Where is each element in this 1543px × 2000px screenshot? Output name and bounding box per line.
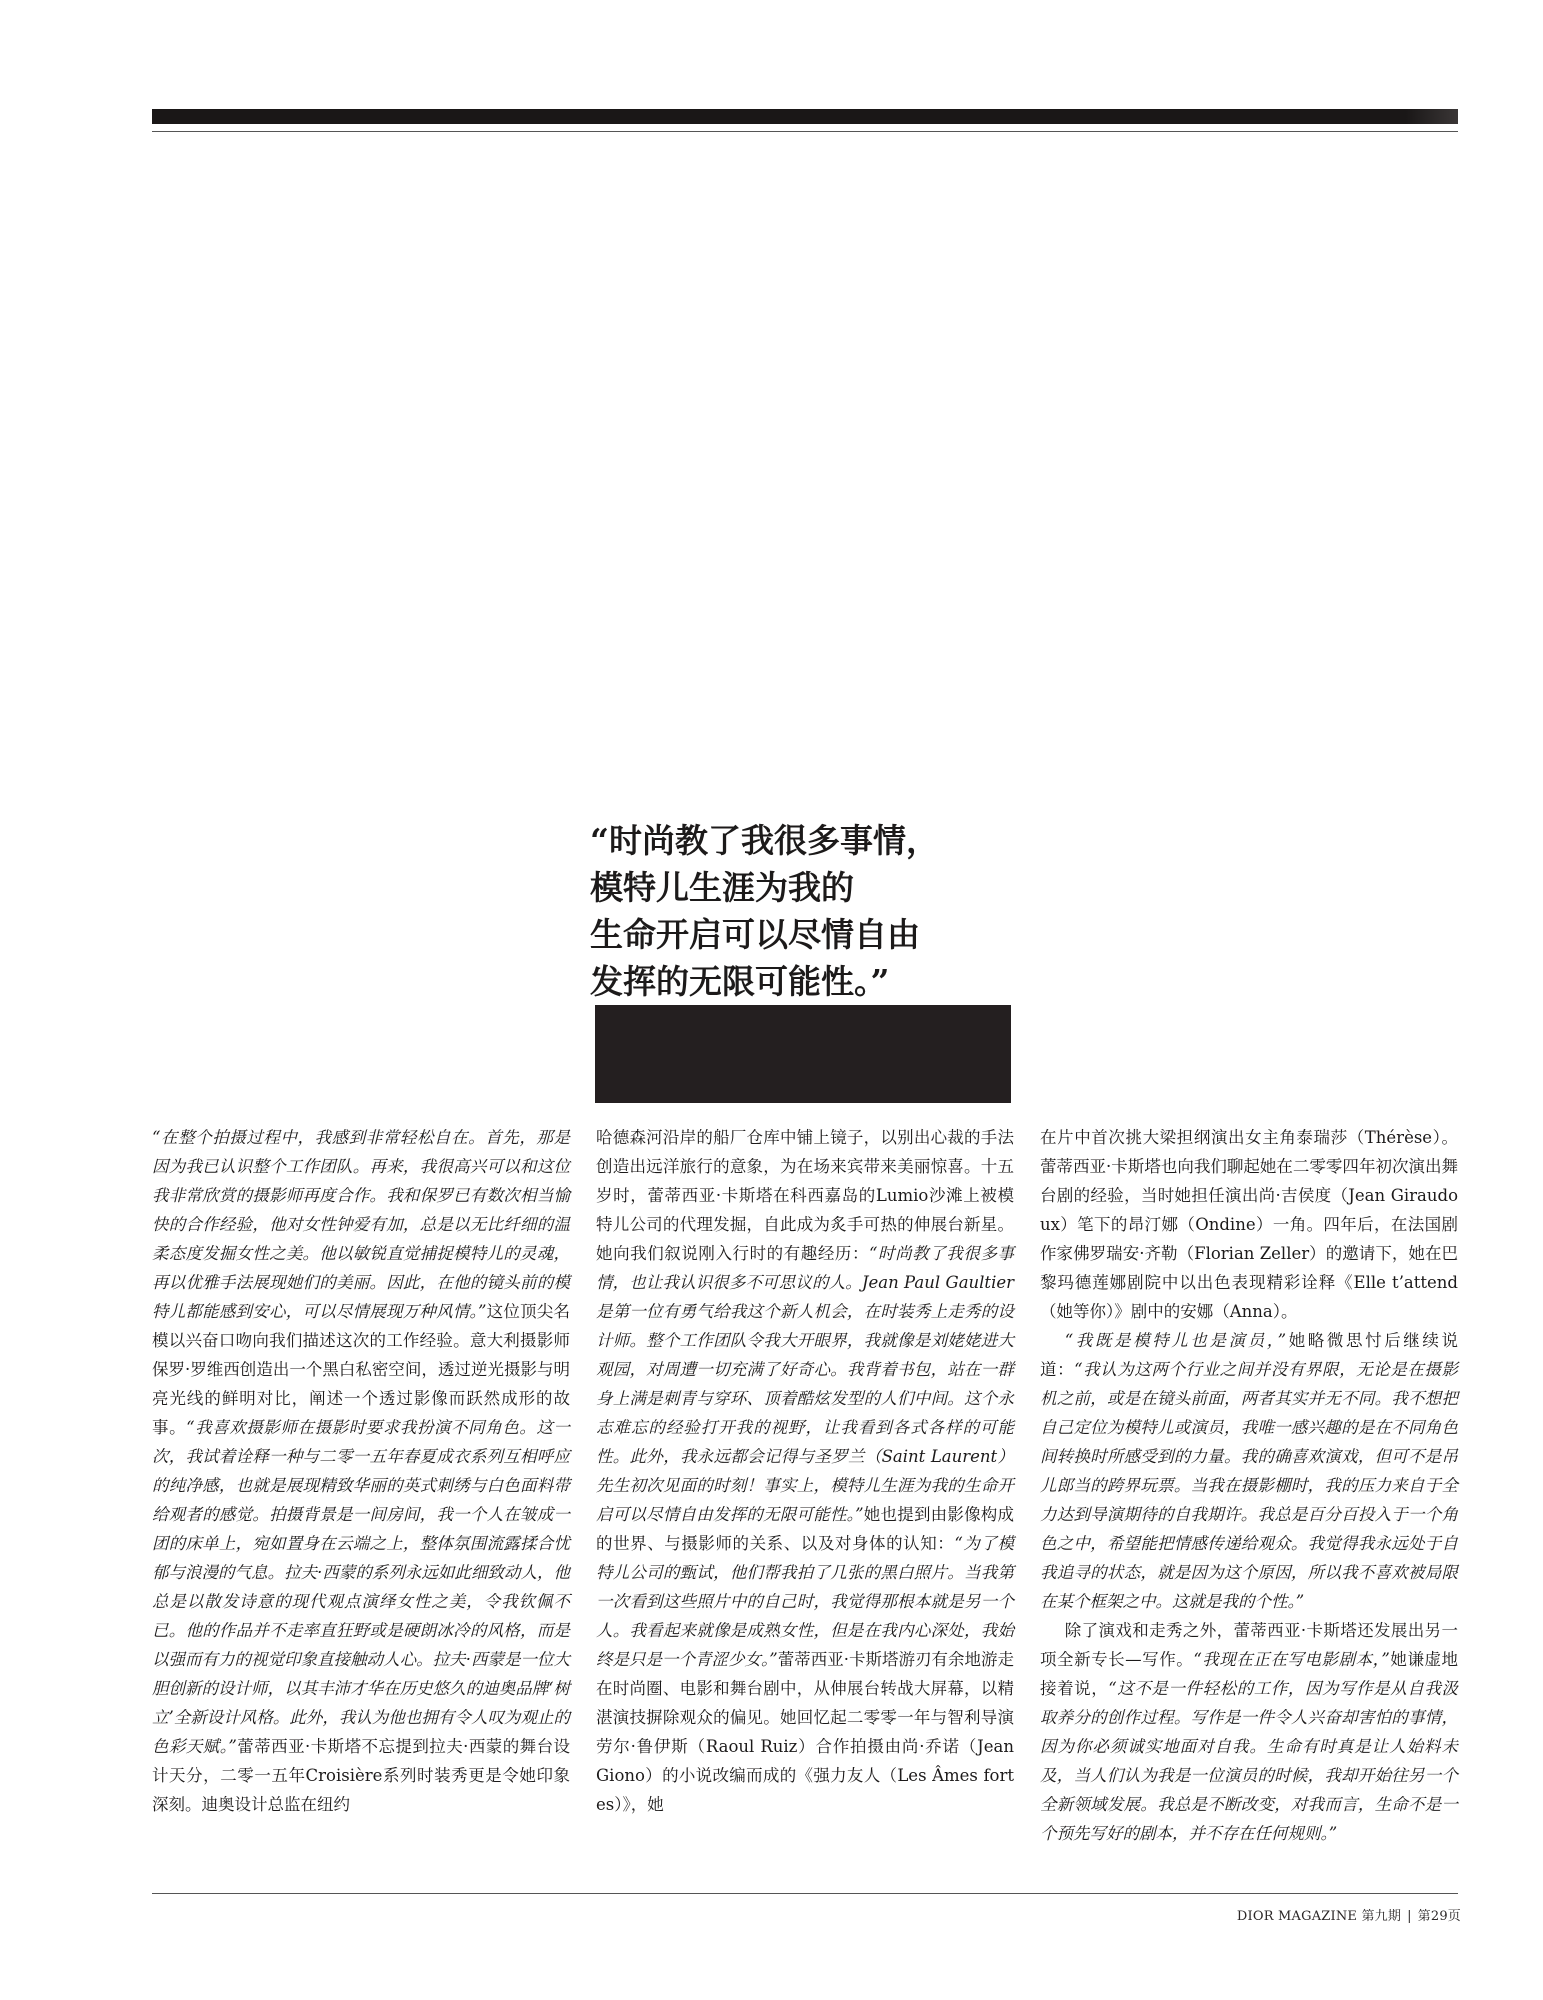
body-text: 在片中首次挑大梁担纲演出女主角泰瑞莎（Thérèse）。蕾蒂西亚·卡斯塔也向我们聊起她在二零零四年初次演出舞台剧的经验，当时她担任演出尚·吉侯度（Jean Giraudoux）笔下的昂汀娜（Ondine）一角。四年后，在法国剧作家佛罗瑞安·齐勒（Florian Zeller）的邀请下，她在巴黎玛德莲娜剧院中以出色表现精彩诠释《Elle t’attend（她等你）》剧中的安娜（Anna）。 xyxy=(1040,1128,1458,1321)
quote-text: “我认为这两个行业之间并没有界限，无论是在摄影机之前，或是在镜头前面，两者其实并无不同。我不想把自己定位为模特儿或演员，我唯一感兴趣的是在不同角色间转换时所感受到的力量。我的确喜欢演戏，但可不是吊儿郎当的跨界玩票。当我在摄影棚时，我的压力来自于全力达到导演期待的自我期许。我总是百分百投入于一个角色之中，希望能把情感传递给观众。我觉得我永远处于自我追寻的状态，就是因为这个原因，所以我不喜欢被局限在某个框架之中。这就是我的个性。” xyxy=(1040,1360,1459,1611)
body-column-2 xyxy=(596,1123,1014,1819)
pull-quote-line: 模特儿生涯为我的 xyxy=(590,868,854,907)
black-image-block xyxy=(595,1005,1011,1103)
column-paragraph xyxy=(1040,1326,1458,1616)
quote-text: “在整个拍摄过程中，我感到非常轻松自在。首先，那是因为我已认识整个工作团队。再来，我很高兴可以和这位我非常欣赏的摄影师再度合作。我和保罗已有数次相当愉快的合作经验，他对女性钟爱有加，总是以无比纤细的温柔态度发掘女性之美。他以敏锐直觉捕捉模特儿的灵魂，再以优雅手法展现她们的美丽。因此，在他的镜头前的模特儿都能感到安心，可以尽情展现万种风情。” xyxy=(152,1128,570,1321)
column-paragraph xyxy=(596,1123,1014,1819)
magazine-name: DIOR MAGAZINE 第九期 xyxy=(1236,1909,1402,1924)
body-text: 除了演戏和走秀之外，蕾蒂西亚·卡斯塔还发展出另一项全新专长—写作。 xyxy=(1040,1621,1458,1669)
body-text: 她也提到由影像构成的世界、与摄影师的关系、以及对身体的认知： xyxy=(596,1505,1015,1553)
quote-text: “我现在正在写电影剧本，” xyxy=(1193,1650,1390,1669)
column-paragraph xyxy=(152,1123,570,1819)
quote-text: “我既是模特儿也是演员，” xyxy=(1064,1331,1287,1350)
body-text: 蕾蒂西亚·卡斯塔不忘提到拉夫·西蒙的舞台设计天分，二零一五年Croisière系列时装秀更是令她印象深刻。迪奥设计总监在纽约 xyxy=(152,1737,571,1814)
pull-quote-line: 发挥的无限可能性。” xyxy=(590,962,890,1001)
column-paragraph xyxy=(1040,1616,1458,1848)
pull-quote-line: 生命开启可以尽情自由 xyxy=(590,915,920,954)
body-column-1 xyxy=(152,1123,570,1819)
top-rule-bar xyxy=(152,109,1458,124)
page-number: 第29页 xyxy=(1417,1909,1461,1924)
quote-text: “为了模特儿公司的甄试，他们帮我拍了几张的黑白照片。当我第一次看到这些照片中的自己时，我觉得那根本就是另一个人。我看起来就像是成熟女性，但是在我内心深处，我始终是只是一个青涩少女。” xyxy=(596,1534,1015,1669)
body-text: 她谦虚地接着说， xyxy=(1040,1650,1459,1698)
column-paragraph xyxy=(1040,1123,1458,1326)
body-text: 哈德森河沿岸的船厂仓库中铺上镜子，以别出心裁的手法创造出远洋旅行的意象，为在场来宾带来美丽惊喜。十五岁时，蕾蒂西亚·卡斯塔在科西嘉岛的Lumio沙滩上被模特儿公司的代理发掘，自此成为炙手可热的伸展台新星。她向我们叙说刚入行时的有趣经历： xyxy=(596,1128,1014,1263)
page-folio xyxy=(1237,1905,1461,1924)
body-column-3 xyxy=(1040,1123,1458,1848)
quote-text: “我喜欢摄影师在摄影时要求我扮演不同角色。这一次，我试着诠释一种与二零一五年春夏成衣系列互相呼应的纯净感，也就是展现精致华丽的英式刺绣与白色面料带给观者的感觉。拍摄背景是一间房间，我一个人在皱成一团的床单上，宛如置身在云端之上，整体氛围流露揉合忧郁与浪漫的气息。拉夫·西蒙的系列永远如此细致动人，他总是以散发诗意的现代观点演绎女性之美，令我钦佩不已。他的作品并不走率直狂野或是硬朗冰冷的风格，而是以强而有力的视觉印象直接触动人心。拉夫·西蒙是一位大胆创新的设计师，以其丰沛才华在历史悠久的迪奥品牌‘树立’全新设计风格。此外，我认为他也拥有令人叹为观止的色彩天赋。” xyxy=(152,1418,571,1756)
top-hairline xyxy=(152,131,1458,132)
bottom-hairline xyxy=(152,1893,1458,1894)
body-text: 蕾蒂西亚·卡斯塔游刃有余地游走在时尚圈、电影和舞台剧中，从伸展台转战大屏幕，以精湛演技摒除观众的偏见。她回忆起二零零一年与智利导演劳尔·鲁伊斯（Raoul Ruiz）合作拍摄由尚·乔诺（Jean Giono）的小说改编而成的《强力友人（Les Âmes fortes）》，她 xyxy=(596,1650,1014,1814)
quote-text: “时尚教了我很多事情，也让我认识很多不可思议的人。Jean Paul Gaultier是第一位有勇气给我这个新人机会，在时装秀上走秀的设计师。整个工作团队令我大开眼界，我就像是刘姥姥进大观园，对周遭一切充满了好奇心。我背着书包，站在一群身上满是刺青与穿环、顶着酷炫发型的人们中间。这个永志难忘的经验打开我的视野，让我看到各式各样的可能性。此外，我永远都会记得与圣罗兰（Saint Laurent）先生初次见面的时刻！事实上，模特儿生涯为我的生命开启可以尽情自由发挥的无限可能性。” xyxy=(596,1244,1015,1524)
body-text: 这位顶尖名模以兴奋口吻向我们描述这次的工作经验。意大利摄影师保罗·罗维西创造出一个黑白私密空间，透过逆光摄影与明亮光线的鲜明对比，阐述一个透过影像而跃然成形的故事。 xyxy=(152,1302,571,1437)
folio-separator: | xyxy=(1407,1909,1412,1924)
body-text: 她略微思忖后继续说道： xyxy=(1040,1331,1459,1379)
pull-quote-line: “时尚教了我很多事情， xyxy=(590,821,939,860)
quote-text: “这不是一件轻松的工作，因为写作是从自我汲取养分的创作过程。写作是一件令人兴奋却害怕的事情，因为你必须诚实地面对自我。生命有时真是让人始料未及，当人们认为我是一位演员的时候，我却开始往另一个全新领域发展。我总是不断改变，对我而言，生命不是一个预先写好的剧本，并不存在任何规则。” xyxy=(1040,1679,1459,1843)
pull-quote xyxy=(590,817,1030,1005)
